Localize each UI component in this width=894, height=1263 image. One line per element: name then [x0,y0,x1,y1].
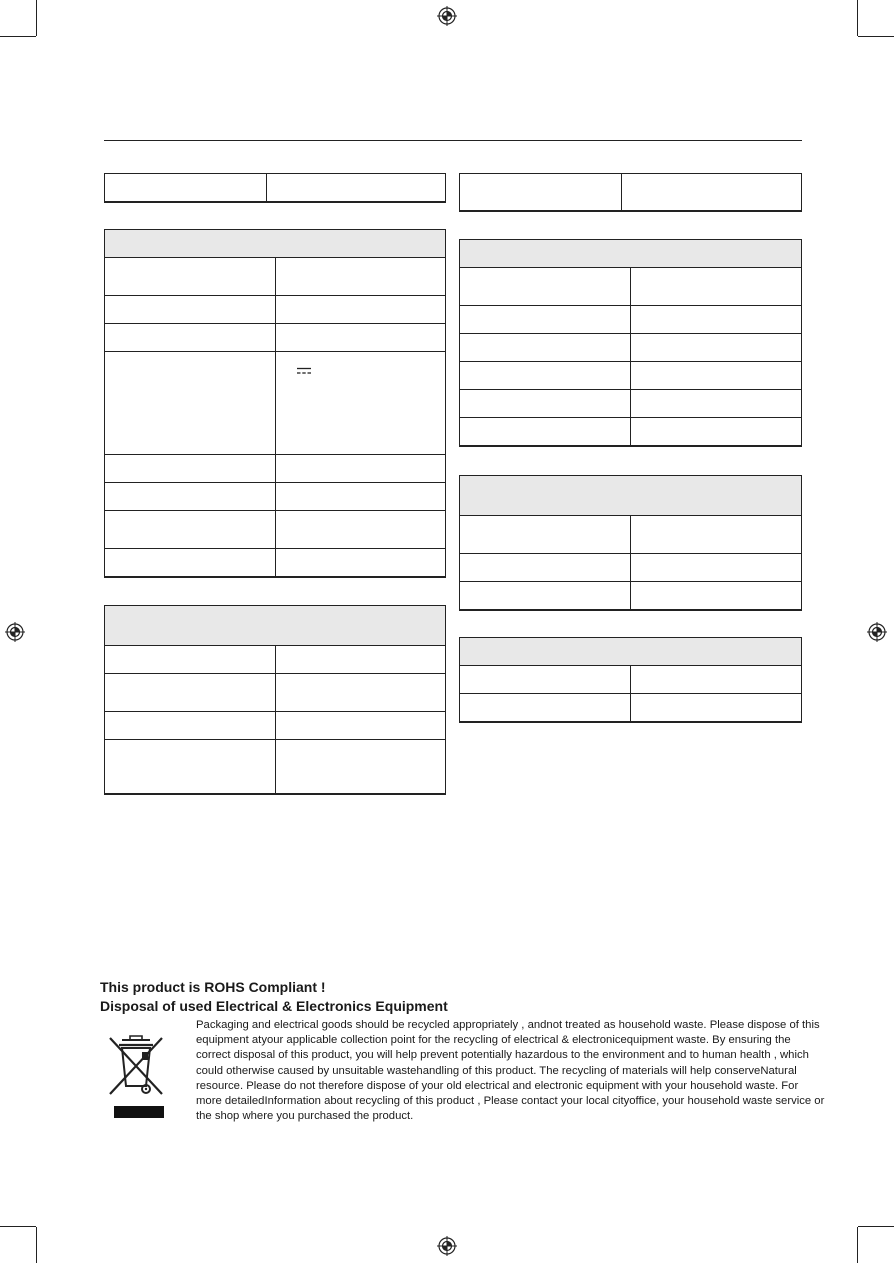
spec-label-cell [460,554,631,582]
header-rule [104,140,802,141]
crop-mark [0,1226,36,1227]
spec-table-right-3 [459,475,802,611]
spec-label-cell [105,646,276,674]
crop-mark [857,1227,858,1263]
spec-label-cell [105,511,276,549]
spec-section-header [460,638,802,666]
rohs-heading: This product is ROHS Compliant ! [100,979,326,995]
crop-mark [858,1226,894,1227]
spec-value-cell [275,258,446,296]
spec-value-cell [631,554,802,582]
crossed-out-wheelie-bin-icon [104,1028,168,1120]
spec-table-right-2 [459,239,802,447]
spec-table-left-1 [104,173,446,203]
spec-label-cell [460,390,631,418]
spec-label-cell [105,324,276,352]
spec-value-cell [267,174,446,202]
spec-value-cell [631,418,802,446]
registration-mark-icon [867,622,887,642]
spec-section-header [105,230,446,258]
spec-label-cell [460,694,631,722]
disposal-paragraph: Packaging and electrical goods should be recycled appropriately , andnot treated as household waste. Please dispose of this equipment atyour applicable collection point for the recycling of electrical & electronicequipment waste. By ensuring the correct disposal of this product, you will help prevent potentially hazardous to the environment and to human health , which could otherwise caused by unsuitable wastehandling of this product. The recycling of materials will help conserveNatural resource. Please do not therefore dispose of your old electrical and electronic equipment with your household waste. For more detailedInformation about recycling of this product , Please contact your local cityoffice, your household waste service or the shop where you purchased the product. [196,1019,825,1123]
spec-label-cell [460,268,631,306]
spec-value-cell [631,694,802,722]
spec-label-cell [460,362,631,390]
spec-label-cell [460,666,631,694]
spec-value-cell [631,666,802,694]
spec-table-right-4 [459,637,802,723]
spec-label-cell [460,174,622,211]
spec-value-cell [275,483,446,511]
spec-value-cell [275,324,446,352]
disposal-heading: Disposal of used Electrical & Electronics Equipment [100,998,448,1014]
spec-label-cell [460,516,631,554]
spec-value-cell [275,740,446,794]
spec-label-cell [105,740,276,794]
spec-value-cell [275,296,446,324]
spec-value-cell [631,334,802,362]
dc-current-icon [297,367,311,375]
spec-label-cell [105,174,267,202]
spec-section-header [105,606,446,646]
spec-value-cell [275,549,446,577]
spec-label-cell [105,674,276,712]
spec-section-header [460,476,802,516]
spec-value-cell [631,390,802,418]
spec-table-right-1 [459,173,802,212]
spec-label-cell [105,483,276,511]
spec-label-cell [105,296,276,324]
crop-mark [36,0,37,36]
spec-label-cell [105,712,276,740]
spec-value-cell [631,306,802,334]
spec-value-cell [622,174,802,211]
spec-label-cell [105,455,276,483]
spec-label-cell [105,352,276,455]
spec-label-cell [460,418,631,446]
spec-value-cell [631,582,802,610]
crop-mark [857,0,858,36]
crop-mark [858,36,894,37]
spec-table-left-3 [104,605,446,795]
registration-mark-icon [437,6,457,26]
spec-value-cell [275,511,446,549]
spec-label-cell [105,258,276,296]
spec-value-cell [275,455,446,483]
crop-mark [0,36,36,37]
registration-mark-icon [437,1236,457,1256]
spec-value-cell [275,674,446,712]
crop-mark [36,1227,37,1263]
spec-section-header [460,240,802,268]
spec-label-cell [105,549,276,577]
spec-value-cell [275,712,446,740]
spec-value-cell [631,268,802,306]
spec-label-cell [460,582,631,610]
spec-label-cell [460,306,631,334]
spec-table-left-2 [104,229,446,578]
spec-label-cell [460,334,631,362]
spec-value-cell [631,362,802,390]
spec-value-cell [275,646,446,674]
registration-mark-icon [5,622,25,642]
spec-value-cell [631,516,802,554]
